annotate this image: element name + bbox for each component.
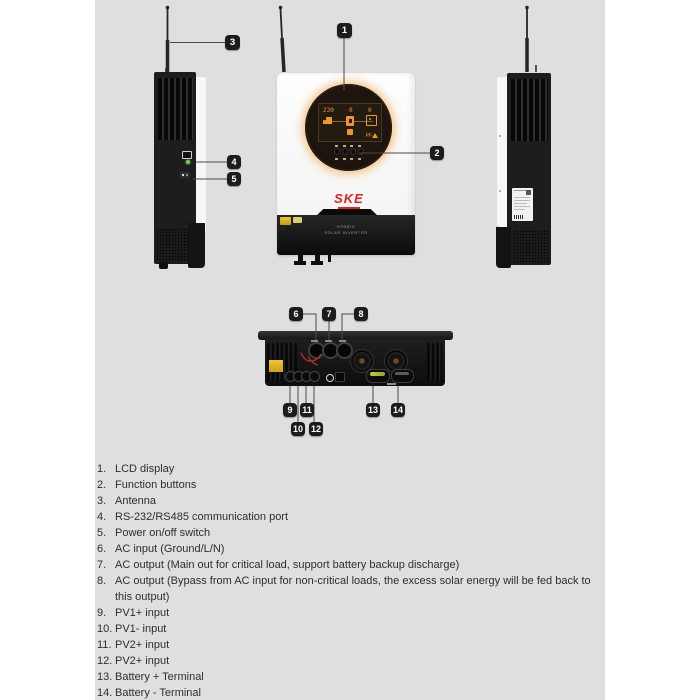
callout-badge-7: 7: [322, 307, 336, 321]
legend-item-14: 14. Battery - Terminal: [97, 687, 201, 699]
info-sticker: [293, 217, 302, 223]
legend-item-3: 3. Antenna: [97, 495, 156, 507]
power-led-icon: [186, 160, 190, 164]
lcd-inverter-icon: [346, 116, 354, 126]
lcd-outlet-icon: [366, 115, 377, 126]
lcd-pf-label: PF: [365, 133, 372, 139]
brand-logo: SKE: [334, 191, 364, 206]
lcd-aux1-reading: 0: [349, 107, 353, 114]
callout-badge-12: 12: [310, 424, 321, 434]
callout-badge-1: 1: [337, 23, 352, 38]
battery-minus-terminal: [391, 369, 414, 383]
left-view-top-vent: [158, 78, 193, 140]
callout-badge-11: 11: [300, 403, 314, 417]
lcd-warning-triangle-icon: [372, 133, 378, 138]
front-label-line1: HYBRID: [336, 224, 356, 229]
barcode-icon: [514, 215, 524, 219]
function-button-4: [358, 148, 364, 155]
left-view-foot-wedge: [188, 223, 205, 268]
front-foot-base-2: [311, 261, 323, 265]
callout-badge-3: 3: [225, 35, 240, 50]
front-bottom-panel: [277, 215, 415, 255]
lcd-solar-icon: [323, 117, 332, 124]
legend-item-1: 1. LCD display: [97, 463, 175, 475]
pv2-minus-connector: [309, 371, 320, 382]
lcd-display: [318, 103, 382, 142]
legend-item-11: 11. PV2+ input: [97, 639, 170, 651]
callout-badge-6: 6: [289, 307, 303, 321]
function-button-2: [342, 148, 348, 155]
legend-item-12: 12. PV2+ input: [97, 655, 170, 667]
legend-item-6: 6. AC input (Ground/L/N): [97, 543, 225, 555]
legend-item-7: 7. AC output (Main out for critical load, support battery backup discharge): [97, 559, 460, 571]
legend-item-13: 13. Battery + Terminal: [97, 671, 204, 683]
callout-badge-10: 10: [292, 424, 303, 434]
callout-badge-8: 8: [354, 307, 368, 321]
callout-badge-9: 9: [283, 403, 297, 417]
legend-item-10: 10. PV1- input: [97, 623, 167, 635]
battery-plus-terminal: [366, 369, 390, 383]
function-button-1: [334, 148, 340, 155]
button-labels-top: [335, 145, 363, 147]
left-view-foot: [159, 262, 168, 269]
button-labels-bottom: [335, 158, 363, 160]
legend-item-8: 8. AC output (Bypass from AC input for non-critical loads, the excess solar energy will be fed back to this output): [97, 575, 591, 603]
callout-badge-2: 2: [430, 146, 444, 160]
terminal-label: [387, 383, 396, 385]
antenna-base-band: [165, 68, 168, 72]
backpanel-right-vent: [427, 343, 442, 381]
right-view-bottom-vent: [513, 230, 550, 264]
front-foot-stub: [328, 255, 331, 262]
backpanel-warning-label-icon: [268, 359, 284, 373]
lcd-main-reading: 230: [323, 107, 334, 114]
front-label-line2: SOLAR INVERTER: [324, 230, 368, 235]
callout-badge-5: 5: [227, 172, 241, 186]
spec-label: [512, 188, 533, 221]
legend-item-9: 9. PV1+ input: [97, 607, 170, 619]
callout-badge-4: 4: [227, 155, 241, 169]
rs232-port-icon: [182, 151, 192, 159]
function-buttons: [334, 148, 364, 156]
power-switch: [180, 172, 190, 178]
screw-dot-1: [499, 135, 501, 137]
lcd-aux2-reading: 0: [368, 107, 372, 114]
screw-dot-2: [499, 190, 501, 192]
function-button-3: [350, 148, 356, 155]
brand-logo-underline: [338, 207, 360, 209]
front-foot-base-1: [294, 261, 306, 265]
comm-port-block: [335, 372, 345, 382]
callout-badge-13: 13: [367, 405, 378, 415]
lcd-battery-icon: [347, 129, 353, 135]
legend-item-4: 4. RS-232/RS485 communication port: [97, 511, 289, 523]
backpanel-body: [265, 339, 445, 386]
right-view-foot-wedge: [496, 227, 511, 268]
right-view-top-vent: [511, 79, 548, 141]
legend-list: [97, 461, 601, 700]
callout-badge-14: 14: [392, 405, 403, 415]
legend-item-5: 5. Power on/off switch: [97, 527, 211, 539]
reset-button: [326, 374, 334, 382]
legend-item-2: 2. Function buttons: [97, 479, 197, 491]
